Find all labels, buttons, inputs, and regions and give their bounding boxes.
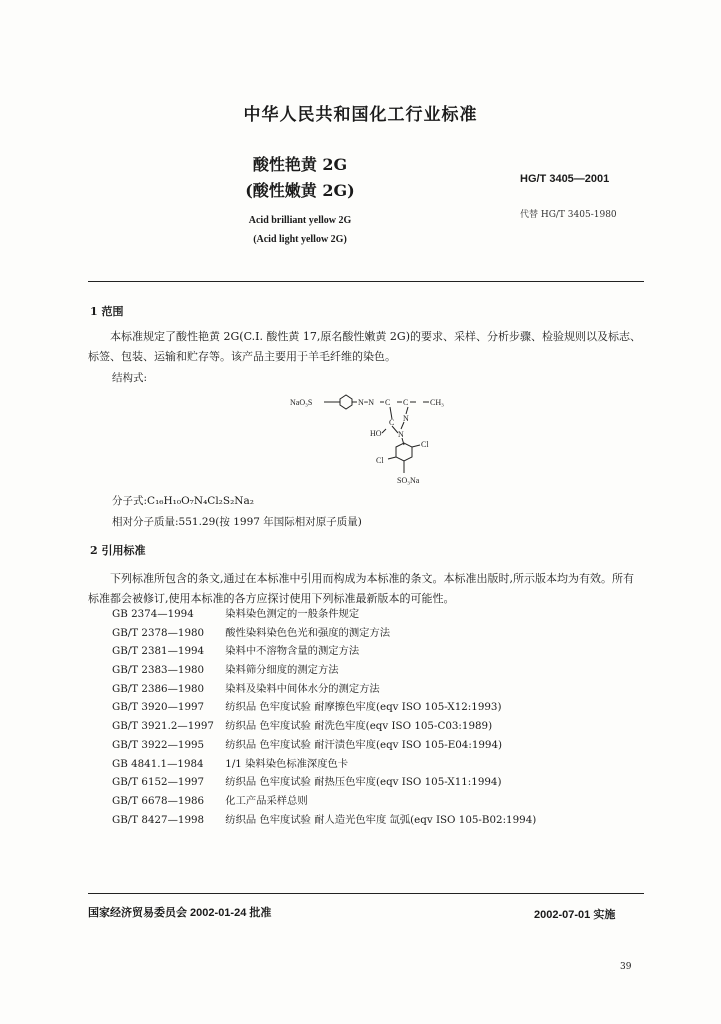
reference-code: GB/T 2381—1994 (112, 645, 205, 658)
reference-item (112, 717, 536, 736)
label-c3: C (389, 418, 395, 427)
label-azo: N=N (358, 398, 375, 407)
label-c2: C (403, 398, 409, 407)
molecular-formula: 分子式:C₁₆H₁₀O₇N₄Cl₂S₂Na₂ (112, 495, 254, 507)
label-naso3: NaO₃S (290, 398, 313, 407)
title-en-main: Acid brilliant yellow 2G (248, 215, 352, 226)
reference-item (112, 605, 536, 624)
reference-code: GB 4841.1—1984 (112, 757, 204, 770)
bond (401, 422, 404, 429)
label-ho: HO (370, 429, 382, 438)
standard-code: HG/T 3405—2001 (520, 173, 610, 185)
reference-title: 酸性染料染色色光和强度的测定方法 (225, 626, 391, 639)
title-zh-alt: (酸性嫩黄 2G) (245, 181, 355, 200)
section-2-intro: 下列标准所包含的条文,通过在本标准中引用而构成为本标准的条文。本标准出版时,所示版本均为有效。所有标准都会被修订,使用本标准的各方应探讨使用下列标准最新版本的可能性。 (88, 572, 634, 605)
reference-title: 染料及染料中间体水分的测定方法 (225, 682, 380, 695)
reference-title: 染料染色测定的一般条件规定 (225, 608, 360, 620)
reference-item (112, 661, 536, 680)
bond (412, 445, 420, 447)
reference-list (112, 605, 536, 829)
section-2-heading: 2 引用标准 (90, 544, 146, 557)
reference-item (112, 680, 536, 699)
reference-item (112, 773, 536, 792)
reference-title: 纺织品 色牢度试验 耐热压色牢度(eqv ISO 105-X11:1994) (225, 776, 502, 789)
effective-date: 2002-07-01 实施 (534, 909, 616, 921)
reference-code: GB/T 6678—1986 (112, 794, 205, 807)
bottom-divider (88, 893, 644, 894)
reference-title: 1/1 染料染色标准深度色卡 (225, 757, 349, 770)
reference-item (112, 792, 536, 811)
bond (406, 407, 408, 414)
reference-code: GB/T 2383—1980 (112, 664, 205, 677)
reference-code: GB/T 3921.2—1997 (112, 720, 214, 733)
reference-title: 染料筛分细度的测定方法 (225, 664, 339, 677)
structure-label: 结构式: (112, 372, 148, 384)
reference-code: GB/T 2386—1980 (112, 682, 205, 695)
reference-code: GB/T 6152—1997 (112, 776, 205, 789)
reference-title: 纺织品 色牢度试验 耐汗渍色牢度(eqv ISO 105-E04:1994) (225, 738, 503, 751)
reference-code: GB/T 8427—1998 (112, 813, 205, 826)
reference-item (112, 736, 536, 755)
benzene-ring (340, 395, 352, 409)
structural-formula (280, 383, 480, 491)
reference-code: GB/T 3920—1997 (112, 701, 205, 714)
reference-code: GB 2374—1994 (112, 608, 194, 620)
reference-item (112, 698, 536, 717)
label-so3na: SO₃Na (397, 476, 420, 485)
replaces-standard: 代替 HG/T 3405-1980 (520, 210, 617, 220)
page-number: 39 (620, 962, 632, 972)
title-en-alt: (Acid light yellow 2G) (253, 234, 347, 245)
reference-item (112, 642, 536, 661)
title-zh-main: 酸性艳黄 2G (252, 155, 348, 174)
label-ch3: CH₃ (430, 398, 444, 407)
reference-title: 纺织品 色牢度试验 耐摩擦色牢度(eqv ISO 105-X12:1993) (225, 701, 502, 714)
label-cl-left: Cl (376, 456, 384, 465)
section-1-body: 本标准规定了酸性艳黄 2G(C.I. 酸性黄 17,原名酸性嫩黄 2G)的要求、采样、分析步骤、检验规则以及标志、标签、包装、运输和贮存等。该产品主要用于羊毛纤维的染色。 (88, 330, 641, 363)
reference-item (112, 811, 536, 830)
label-cl-right: Cl (421, 440, 429, 449)
reference-code: GB/T 3922—1995 (112, 738, 205, 751)
label-n1: N (403, 414, 409, 423)
bond (388, 457, 396, 459)
label-c1: C (385, 398, 391, 407)
reference-title: 纺织品 色牢度试验 耐洗色牢度(eqv ISO 105-C03:1989) (225, 720, 493, 733)
label-n2: N (398, 430, 404, 439)
benzene-ring (396, 443, 412, 461)
reference-item (112, 755, 536, 774)
bond (382, 429, 386, 433)
top-divider (88, 281, 644, 282)
section-1-heading: 1 范围 (90, 305, 124, 318)
reference-title: 纺织品 色牢度试验 耐人造光色牢度 氙弧(eqv ISO 105-B02:1994) (225, 813, 537, 826)
reference-code: GB/T 2378—1980 (112, 626, 205, 639)
reference-title: 化工产品采样总则 (225, 794, 308, 807)
approval-line: 国家经济贸易委员会 2002-01-24 批准 (88, 907, 272, 919)
reference-title: 染料中不溶物含量的测定方法 (225, 645, 360, 658)
reference-item (112, 624, 536, 643)
document-header: 中华人民共和国化工行业标准 (243, 105, 478, 125)
molecular-mass: 相对分子质量:551.29(按 1997 年国际相对原子质量) (112, 516, 362, 528)
